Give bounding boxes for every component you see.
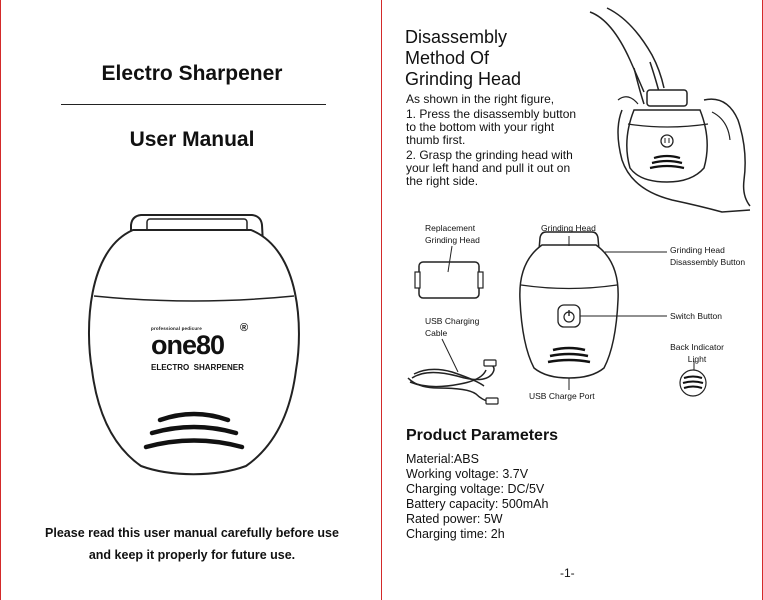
label-disassembly-button	[670, 244, 745, 268]
intro-text: As shown in the right figure,	[406, 92, 555, 106]
manual-title: Electro Sharpener	[101, 62, 283, 85]
label-switch-button: Switch Button	[670, 311, 722, 321]
step-1-line: to the bottom with your right	[406, 120, 555, 134]
params-title: Product Parameters	[406, 427, 559, 444]
param-item: Battery capacity: 500mAh	[406, 497, 549, 511]
heading-line: Method Of	[405, 48, 490, 68]
label-line: Grinding Head	[670, 245, 725, 255]
label-line: Disassembly Button	[670, 257, 746, 267]
heading-line: Disassembly	[405, 27, 508, 47]
heading-line: Grinding Head	[405, 69, 522, 89]
step-2-line: 2. Grasp the grinding head with	[406, 148, 573, 162]
label-line: Grinding Head	[425, 235, 480, 245]
page-number: -1-	[560, 566, 575, 580]
step-2-line: your left hand and pull it out on	[406, 161, 571, 175]
label-usb-port: USB Charge Port	[529, 391, 595, 401]
device-illustration	[1, 0, 383, 600]
param-item: Working voltage: 3.7V	[406, 467, 529, 481]
footnote-line-1: Please read this user manual carefully before use	[45, 526, 339, 540]
product-name: ELECTRO SHARPENER	[151, 363, 244, 372]
params-list	[406, 452, 548, 542]
step-1-line: thumb first.	[406, 133, 466, 147]
label-indicator-light	[667, 341, 727, 365]
registered-mark: ®	[240, 322, 249, 334]
label-line: Cable	[425, 328, 448, 338]
label-replacement-head	[425, 222, 480, 246]
param-item: Charging time: 2h	[406, 527, 505, 541]
label-line: Back Indicator	[670, 342, 724, 352]
label-line: Replacement	[425, 223, 476, 233]
label-grinding-head: Grinding Head	[541, 223, 596, 233]
instructions-page	[382, 0, 763, 600]
label-line: USB Charging	[425, 316, 480, 326]
footnote-line-2: and keep it properly for future use.	[88, 548, 296, 562]
step-1-line: 1. Press the disassembly button	[406, 107, 577, 121]
label-usb-cable	[425, 315, 479, 339]
param-item: Material:ABS	[406, 452, 479, 466]
param-item: Charging voltage: DC/5V	[406, 482, 545, 496]
param-item: Rated power: 5W	[406, 512, 503, 526]
brand-logo: one80	[151, 330, 225, 360]
manual-subtitle: User Manual	[129, 128, 255, 151]
brand-tagline: professional pedicure	[151, 326, 202, 331]
step-2-line: the right side.	[406, 174, 479, 188]
label-line: Light	[687, 354, 707, 364]
